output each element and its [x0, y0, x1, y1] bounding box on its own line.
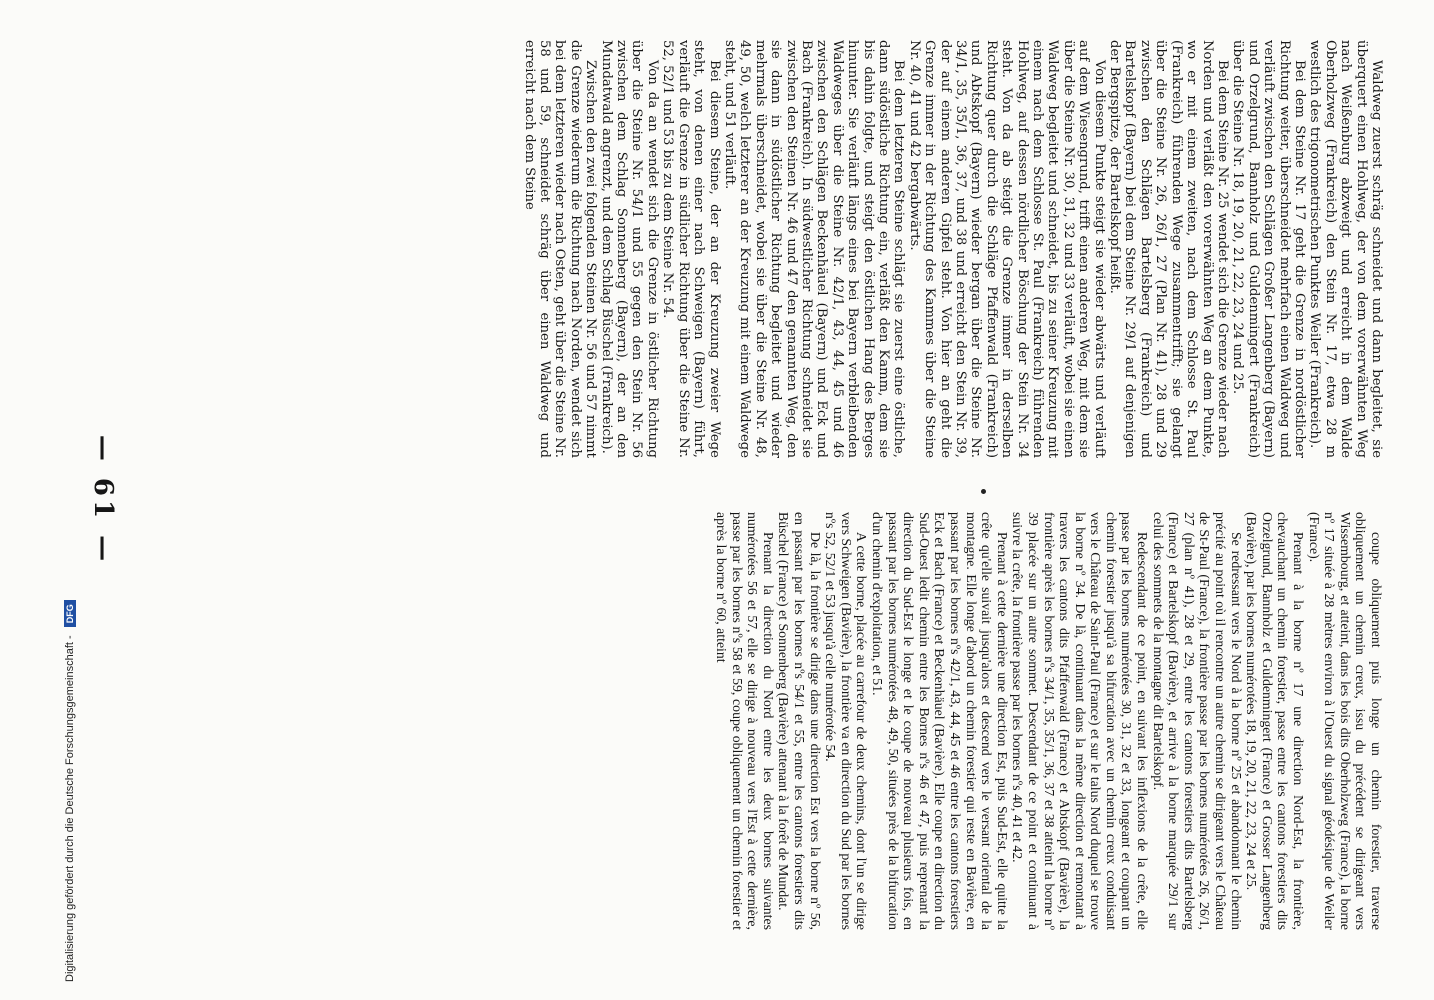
german-paragraph: Waldweg zuerst schräg schneidet und dann begleitet, sie überquert einen Hohlweg, der von dem vorerwähnten Weg nach Weißenburg abzweigt und erreicht in dem Walde Oberholzweg (Frankreich) den Stein Nr. 17, etwa 28 m westlich des trigonometrischen Punktes Weiler (Frankreich).	[1307, 40, 1384, 458]
page-number: — 61 —	[88, 434, 118, 566]
digitization-footer	[64, 22, 76, 982]
french-paragraph: coupe obliquement puis longe un chemin forestier, traverse obliquement un chemin creux, issu du précédent se dirigeant vers Wissembourg, et atteint, dans les bois dits Oberholzweg (France), la borne nº 17 située à 28 mètres environ à l'Ouest du signal géodésique de Weiler (France).	[1306, 512, 1384, 930]
dfg-logo-icon: DFG	[64, 600, 76, 627]
french-text-column	[134, 512, 1384, 930]
german-paragraph: Bei dem Steine Nr. 17 geht die Grenze in nordöstlicher Richtung weiter, überschneidet mehrfach einen Waldweg und verläuft zwischen den Schlägen Großer Langenberg (Bayern) und Orzelgrund, Bannholz und Guldenmingert (Frankreich) über die Steine Nr. 18, 19, 20, 21, 22, 23, 24 und 25.	[1230, 40, 1307, 458]
margin-dot	[981, 489, 986, 494]
footer-text: Digitalisierung gefördert durch die Deutsche Forschungsgemeinschaft -	[64, 635, 76, 982]
german-paragraph: Bei diesem Steine, der an der Kreuzung zweier Wege steht, von denen einer nach Schweigen (Bayern) führt, verläuft die Grenze in südlicher Richtung über die Steine Nr. 52, 52/1 und 53 bis zu dem Steine Nr. 54.	[660, 40, 722, 458]
french-paragraph: Se redressant vers le Nord à la borne nº 25 et abandonnant le chemin précité au point où il rencontre un autre chemin se dirigeant vers le Château de St-Paul (France), la frontière passe par les bornes numérotées 26, 26/1, 27 (plan nº 41), 28 et 29, entre les cantons forestiers dits Bartelsberg (France) et Bartelskopf (Bavière), et arrive à la borne marquée 29/1 sur celui des sommets de la montagne dit Bartelskopf.	[1150, 512, 1244, 930]
french-paragraph: Prenant la direction du Nord entre les deux bornes suivantes numérotées 56 et 57, elle se dirige à nouveau vers l'Est à cette dernière, passe par les bornes nºs 58 et 59, coupe obliquement un chemin forestier et après la borne nº 60, atteint	[714, 512, 776, 930]
german-text-column	[134, 40, 1384, 458]
french-paragraph: Prenant à cette dernière une direction Est, puis Sud-Est, elle quitte la crête qu'elle suivait jusqu'alors et descend vers le versant oriental de la montagne. Elle longe d'abord un chemin forestier qui reste en Bavière, en passant par les bornes nºs 42/1, 43, 44, 45 et 46 entre les cantons forestiers Eck et Bach (France) et Beckenhäuel (Bavière). Elle coupe en direction du Sud-Ouest ledit chemin entre les Bornes nºs 46 et 47, puis reprenant la direction du Sud-Est le longe et le coupe de nouveau plusieurs fois, en passant par les bornes numérotées 48, 49, 50, situées près de la bifurcation d'un chemin d'exploitation, et 51.	[870, 512, 1010, 930]
french-paragraph: Redescendant de ce point, en suivant les inflexions de la crête, elle passe par les bornes numérotées 30, 31, 32 et 33, longeant et coupant un chemin forestier jusqu'à sa bifurcation avec un chemin creux conduisant vers le Château de Saint-Paul (France) et sur le talus Nord duquel se trouve la borne nº 34. De là, continuant dans la même direction et remontant à travers les cantons dits Pfaffenwald (France) et Abtskopf (Bavière), la frontière après les bornes nºs 34/1, 35, 35/1, 36, 37 et 38 atteint la borne nº 39 placée sur un autre sommet. Descendant de ce point et continuant à suivre la crête, la frontière passe par les bornes nºs 40, 41 et 42.	[1010, 512, 1151, 930]
german-paragraph: Bei dem Steine Nr. 25 wendet sich die Grenze wieder nach Norden und verläßt den vorerwähnten Weg an dem Punkte, wo er mit einem zweiten, nach dem Schlosse St. Paul (Frankreich) führenden Wege zusammentrifft; sie gelangt über die Steine Nr. 26, 26/1, 27 (Plan Nr. 41), 28 und 29 zwischen den Schlägen Bartelsberg (Frankreich) und Bartelskopf (Bayern) bei dem Steine Nr. 29/1 auf denjenigen der Bergspitze, der Bartelskopf heißt.	[1107, 40, 1230, 458]
french-paragraph: De là, la frontière se dirige dans une direction Est vers la borne nº 56, en passant par les bornes nºs 54/1 et 55, entre les cantons forestiers dits Büschel (France) et Sonnenberg (Bavière) attenant à la forêt de Mundat.	[776, 512, 823, 930]
german-paragraph: Von da an wendet sich die Grenze in östlicher Richtung über die Steine Nr. 54/1 und 55 gegen den Stein Nr. 56 zwischen dem Schlag Sonnenberg (Bayern), der an den Mundatwald angrenzt, und dem Schlag Büschel (Frankreich).	[598, 40, 660, 458]
german-paragraph: Zwischen den zwei folgenden Steinen Nr. 56 und 57 nimmt die Grenze wiederum die Richtung nach Norden, wendet sich bei dem letzteren wieder nach Osten, geht über die Steine Nr. 58 und 59, schneidet schräg über einen Waldweg und erreicht nach dem Steine	[521, 40, 599, 458]
french-paragraph: A cette borne, placée au carrefour de deux chemins, dont l'un se dirige vers Schweigen (Bavière), la frontière va en direction du Sud par les bornes nºs 52, 52/1 et 53 jusqu'à celle numérotée 54.	[823, 512, 870, 930]
german-paragraph: Bei dem letzteren Steine schlägt sie zuerst eine östliche, dann südöstliche Richtung ein, verläßt den Kamm, dem sie bis dahin folgte, und steigt den östlichen Hang des Berges hinunter. Sie verläuft längs eines bei Bayern verbleibenden Waldweges über die Steine Nr. 42/1, 43, 44, 45 und 46 zwischen den Schlägen Beckenhäuel (Bayern) und Eck und Bach (Frankreich). In südwestlicher Richtung schneidet sie zwischen den Steinen Nr. 46 und 47 den genannten Weg, den sie dann in südöstlicher Richtung begleitet und wieder mehrmals überschneidet, wobei sie über die Steine Nr. 48, 49, 50, welch letzterer an der Kreuzung mit einem Waldwege steht, und 51 verläuft.	[721, 40, 907, 458]
french-paragraph: Prenant à la borne nº 17 une direction Nord-Est, la frontière, chevauchant un chemin forestier, passe entre les cantons forestiers dits Orzelgrund, Bannholz et Guldenmingert (France) et Grosser Langenberg (Bavière), par les bornes numérotées 18, 19, 20, 21, 22, 23, 24 et 25.	[1244, 512, 1307, 930]
german-paragraph: Von diesem Punkte steigt sie wieder abwärts und verläuft auf dem Wiesengrund, trifft einen anderen Weg, mit dem sie über die Steine Nr. 30, 31, 32 und 33 verläuft, wobei sie einen Waldweg begleitet und schneidet, bis zu seiner Kreuzung mit einem nach dem Schlosse St. Paul (Frankreich) führenden Hohlweg, auf dessen nördlicher Böschung der Stein Nr. 34 steht. Von da ab steigt die Grenze immer in derselben Richtung quer durch die Schläge Pfaffenwald (Frankreich) und Abtskopf (Bayern) wieder bergan über die Steine Nr. 34/1, 35, 35/1, 36, 37, und 38 und erreicht den Stein Nr. 39, der auf einem anderen Gipfel steht. Von hier an geht die Grenze immer in der Richtung des Kammes über die Steine Nr. 40, 41 und 42 bergabwärts.	[906, 40, 1107, 458]
